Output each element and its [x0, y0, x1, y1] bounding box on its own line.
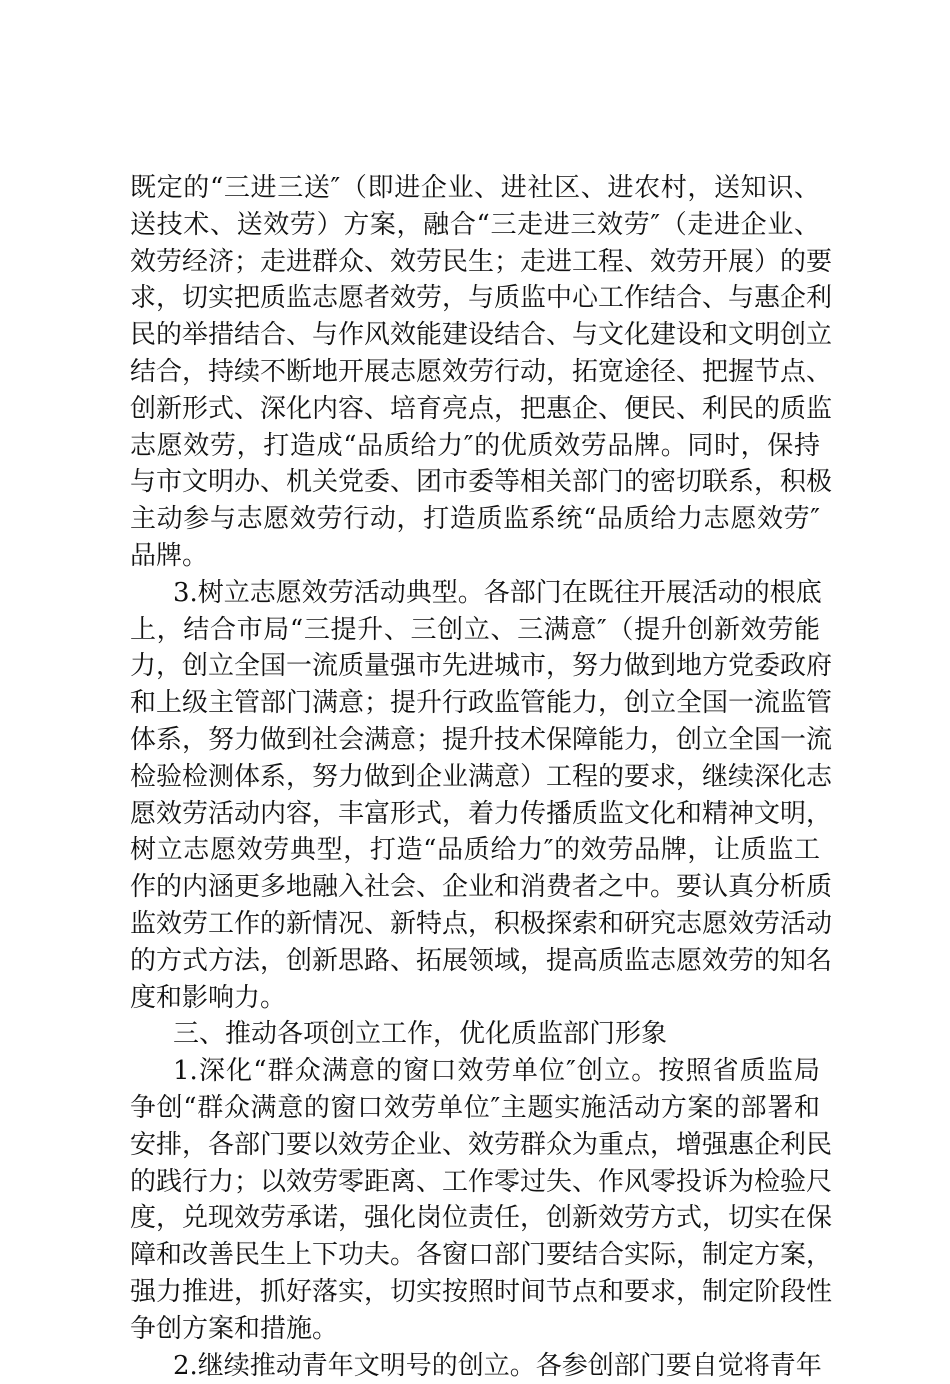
text-line: 度，兑现效劳承诺，强化岗位责任，创新效劳方式，切实在保: [130, 1200, 820, 1237]
text-line: 既定的“三进三送″（即进企业、进社区、进农村，送知识、: [130, 170, 820, 207]
text-line: 与市文明办、机关党委、团市委等相关部门的密切联系，积极: [130, 464, 820, 501]
text-line: 效劳经济；走进群众、效劳民生；走进工程、效劳开展）的要: [130, 244, 820, 281]
text-line: 结合，持续不断地开展志愿效劳行动，拓宽途径、把握节点、: [130, 354, 820, 391]
text-line: 2.继续推动青年文明号的创立。各参创部门要自觉将青年: [130, 1348, 820, 1384]
text-line: 愿效劳活动内容，丰富形式，着力传播质监文化和精神文明，: [130, 796, 820, 833]
text-line: 品牌。: [130, 538, 820, 575]
text-line: 送技术、送效劳）方案，融合“三走进三效劳″（走进企业、: [130, 207, 820, 244]
text-line: 争创“群众满意的窗口效劳单位″主题实施活动方案的部署和: [130, 1090, 820, 1127]
text-line: 志愿效劳，打造成“品质给力″的优质效劳品牌。同时，保持: [130, 428, 820, 465]
text-line: 和上级主管部门满意；提升行政监管能力，创立全国一流监管: [130, 685, 820, 722]
text-line: 的方式方法，创新思路、拓展领域，提高质监志愿效劳的知名: [130, 943, 820, 980]
text-line: 上，结合市局“三提升、三创立、三满意″（提升创新效劳能: [130, 612, 820, 649]
text-line: 强力推进，抓好落实，切实按照时间节点和要求，制定阶段性: [130, 1274, 820, 1311]
text-line: 三、推动各项创立工作，优化质监部门形象: [130, 1016, 820, 1053]
text-line: 障和改善民生上下功夫。各窗口部门要结合实际，制定方案，: [130, 1237, 820, 1274]
text-line: 1.深化“群众满意的窗口效劳单位″创立。按照省质监局: [130, 1053, 820, 1090]
text-line: 作的内涵更多地融入社会、企业和消费者之中。要认真分析质: [130, 869, 820, 906]
text-line: 力，创立全国一流质量强市先进城市，努力做到地方党委政府: [130, 648, 820, 685]
text-line: 民的举措结合、与作风效能建设结合、与文化建设和文明创立: [130, 317, 820, 354]
text-line: 树立志愿效劳典型，打造“品质给力″的效劳品牌，让质监工: [130, 832, 820, 869]
text-line: 争创方案和措施。: [130, 1311, 820, 1348]
text-line: 监效劳工作的新情况、新特点，积极探索和研究志愿效劳活动: [130, 906, 820, 943]
text-line: 的践行力；以效劳零距离、工作零过失、作风零投诉为检验尺: [130, 1164, 820, 1201]
text-line: 度和影响力。: [130, 980, 820, 1017]
text-line: 3.树立志愿效劳活动典型。各部门在既往开展活动的根底: [130, 575, 820, 612]
text-line: 体系，努力做到社会满意；提升技术保障能力，创立全国一流: [130, 722, 820, 759]
document-body: [130, 170, 820, 1384]
text-line: 创新形式、深化内容、培育亮点，把惠企、便民、利民的质监: [130, 391, 820, 428]
text-line: 主动参与志愿效劳行动，打造质监系统“品质给力志愿效劳″: [130, 501, 820, 538]
text-line: 检验检测体系，努力做到企业满意）工程的要求，继续深化志: [130, 759, 820, 796]
text-line: 安排，各部门要以效劳企业、效劳群众为重点，增强惠企利民: [130, 1127, 820, 1164]
text-line: 求，切实把质监志愿者效劳，与质监中心工作结合、与惠企利: [130, 280, 820, 317]
